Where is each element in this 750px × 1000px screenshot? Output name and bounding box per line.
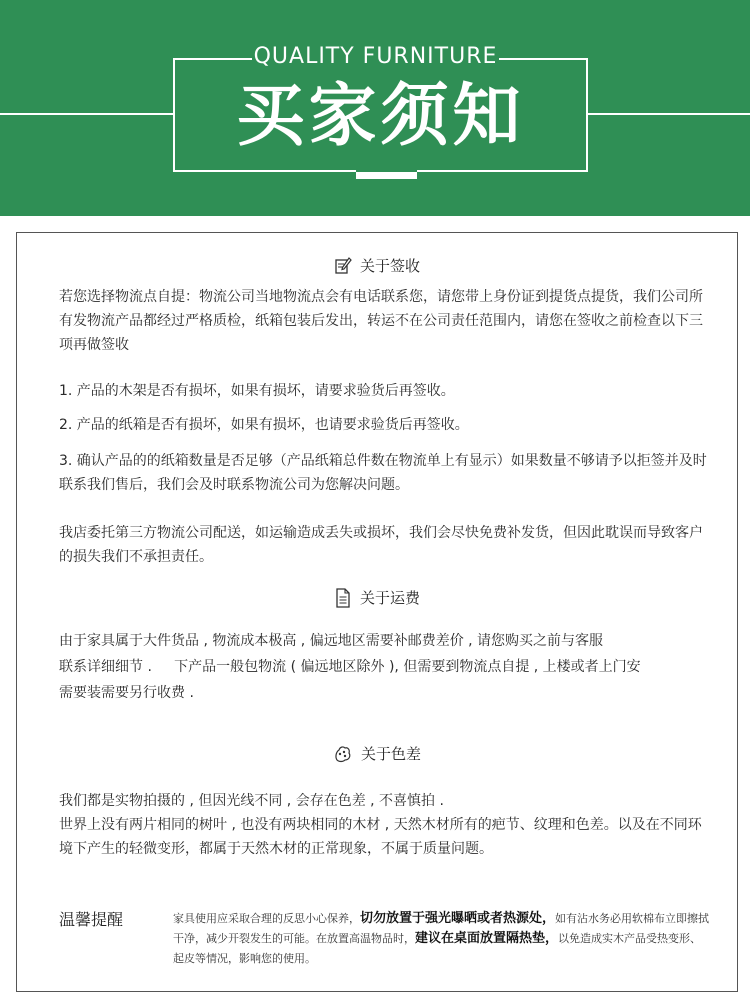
color-line-1: 我们都是实物拍摄的 , 但因光线不同 , 会存在色差 , 不喜慎拍 . — [59, 793, 444, 809]
page-title: 买家须知 — [236, 77, 525, 156]
tips-body — [173, 909, 709, 969]
frame-border — [173, 58, 252, 60]
tips-emphasis: 切勿放置于强光曝晒或者热源处， — [360, 911, 556, 926]
banner-line-left — [0, 113, 173, 115]
frame-border — [586, 58, 588, 172]
shipping-line-1: 由于家具属于大件货品 , 物流成本极高 , 偏远地区需要补邮费差价 , 请您购买之前与客服 — [59, 633, 604, 649]
banner-line-right — [588, 113, 750, 115]
shipping-line-3: 需要装需要另行收费 . — [59, 685, 194, 701]
document-icon — [334, 588, 352, 608]
pen-paper-icon — [334, 257, 352, 275]
frame-border — [417, 170, 588, 172]
section-title: 关于签收 — [359, 257, 420, 275]
palette-icon — [333, 744, 353, 764]
tips-text: 以免造成实木产品受热变形、起皮等情况，影响您的使用。 — [173, 932, 702, 965]
receipt-note: 我店委托第三方物流公司配送，如运输造成丢失或损坏，我们会尽快免费补发货，但因此耽误而导致客户的损失我们不承担责任。 — [59, 525, 703, 565]
receipt-item-1: 1. 产品的木架是否有损坏，如果有损坏，请要求验货后再签收。 — [59, 383, 455, 399]
section-header-receipt — [17, 255, 737, 276]
banner-subtitle: QUALITY FURNITURE — [253, 44, 498, 69]
frame-accent-bar — [356, 172, 417, 179]
tips-title: 温馨提醒 — [59, 910, 124, 929]
tips-text: 如有沾水务必用软棉布立即擦拭干净，减少开裂发生的可能。在放置高温物品时， — [173, 912, 710, 945]
tips-emphasis: 建议在桌面放置隔热垫， — [415, 931, 559, 946]
section-title: 关于运费 — [359, 589, 420, 607]
frame-border — [173, 170, 356, 172]
frame-border — [499, 58, 588, 60]
header-banner — [0, 0, 750, 216]
notice-panel — [16, 232, 738, 992]
color-line-2: 世界上没有两片相同的树叶 , 也没有两块相同的木材 , 天然木材所有的疤节、纹理和色差。以及在不同环境下产生的轻微变形，都属于天然木材的正常现象，不属于质量问题。 — [59, 817, 702, 857]
section-title: 关于色差 — [360, 745, 421, 763]
tips-text: 家具使用应采取合理的反思小心保养， — [173, 912, 360, 925]
receipt-item-2: 2. 产品的纸箱是否有损坏，如果有损坏，也请要求验货后再签收。 — [59, 417, 469, 433]
section-header-color — [17, 743, 737, 764]
receipt-item-3: 3. 确认产品的的纸箱数量是否足够（产品纸箱总件数在物流单上有显示）如果数量不够请予以拒签并及时联系我们售后，我们会及时联系物流公司为您解决问题。 — [59, 453, 707, 493]
receipt-intro: 若您选择物流点自提：物流公司当地物流点会有电话联系您，请您带上身份证到提货点提货，我们公司所有发物流产品都经过严格质检，纸箱包装后发出，转运不在公司责任范围内，请您在签收之前检查以下三项再做签收 — [59, 289, 703, 353]
section-header-shipping — [17, 587, 737, 608]
shipping-line-2: 联系详细细节 . 下产品一般包物流 ( 偏远地区除外 ), 但需要到物流点自提 , 上楼或者上门安 — [59, 659, 641, 675]
